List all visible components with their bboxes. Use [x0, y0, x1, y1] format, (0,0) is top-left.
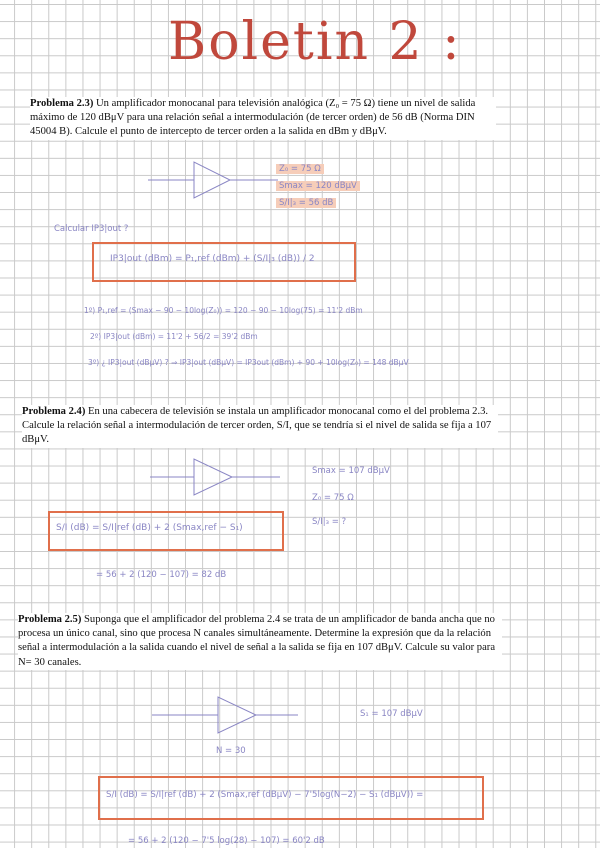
amplifier-symbol [150, 457, 290, 497]
problem-2-4 [22, 405, 498, 448]
page-title: Boletin 2 : [168, 12, 462, 72]
result-2-5: = 56 + 2 (120 − 7'5 log(28) − 107) = 60'2 dB [128, 836, 325, 846]
problem-2-4-text: En una cabecera de televisión se instala un amplificador monocanal como el del problema 2.3. Calcule la relación señal a intermodulación de tercer orden, S/I, que se tendría si el nivel de salida se fija a 107 dBμV. [22, 406, 492, 446]
problem-2-3 [30, 97, 496, 140]
step-2: 2º) IP3|out (dBm) = 11'2 + 56/2 = 39'2 dBm [90, 332, 258, 341]
note-si: S/I|₃ = 56 dB [276, 198, 336, 208]
result-2-4: = 56 + 2 (120 − 107) = 82 dB [96, 570, 227, 580]
note-smax-2-4: Smax = 107 dBμV [312, 466, 390, 476]
note-smax: Smax = 120 dBμV [276, 181, 360, 191]
note-z0: Z₀ = 75 Ω [276, 164, 324, 174]
formula-2-5: S/I (dB) = S/I|ref (dB) + 2 (Smax,ref (dBμV) − 7'5log(N−2) − S₁ (dBμV)) = [106, 790, 424, 800]
note-n: N = 30 [216, 746, 246, 756]
note-s1: S₁ = 107 dBμV [360, 709, 423, 719]
problem-2-5-label: Problema 2.5) [18, 614, 82, 625]
step-3: 3º) ¿ IP3|out (dBμV) ? ⇒ IP3|out (dBμV) = IP3out (dBm) + 90 + 10log(Z₀) = 148 dBμV [88, 358, 409, 367]
note-calc: Calcular IP3|out ? [54, 224, 129, 234]
note-z0-2-4: Z₀ = 75 Ω [312, 493, 354, 503]
note-si-2-4: S/I|₃ = ? [312, 517, 347, 527]
formula-2-4: S/I (dB) = S/I|ref (dB) + 2 (Smax,ref − S₁) [56, 523, 243, 533]
formula-2-3: IP3|out (dBm) = P₁,ref (dBm) + (S/I|₃ (dB)) / 2 [110, 254, 315, 264]
problem-2-3-label: Problema 2.3) [30, 98, 94, 109]
problem-2-5 [18, 613, 502, 670]
problem-2-3-text: Un amplificador monocanal para televisión analógica (Z₀ = 75 Ω) tiene un nivel de salida máximo de 120 dBμV para una relación señal a intermodulación (de tercer orden) de 56 dB (Norma DIN 45004 B). Calcule el punto de intercepto de tercer orden a la salida en dBm y dBμV. [30, 98, 476, 138]
problem-2-5-text: Suponga que el amplificador del problema 2.4 se trata de un amplificador de banda ancha que no procesa un único canal, sino que procesa N canales simultáneamente. Determine la expresión que da la relación señal a intermodulación a la salida cuando el nivel de señal a la salida se fija en 107 dBμV. Calcule su valor para N= 30 canales. [18, 614, 496, 668]
step-1: 1º) P₁,ref = (Smax − 90 − 10log(Z₀)) = 120 − 90 − 10log(75) = 11'2 dBm [84, 306, 363, 315]
problem-2-4-label: Problema 2.4) [22, 406, 86, 417]
amplifier-symbol [152, 695, 302, 735]
amplifier-symbol [148, 160, 288, 200]
